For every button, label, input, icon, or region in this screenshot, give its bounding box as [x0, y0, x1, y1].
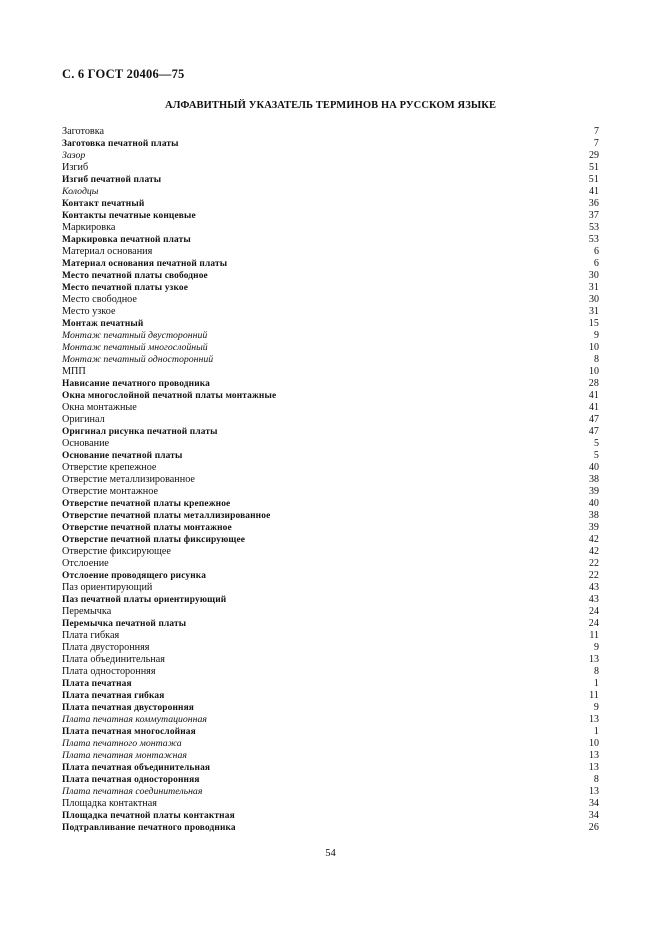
- index-entry: [62, 726, 599, 738]
- index-term: Окна многослойной печатной платы монтажные: [62, 391, 277, 401]
- index-term: Монтаж печатный двусторонний: [62, 330, 208, 341]
- index-page-ref: 41: [589, 186, 599, 197]
- index-term: Плата объединительная: [62, 654, 165, 665]
- index-entry: [62, 642, 599, 654]
- index-term: Плата печатная односторонняя: [62, 775, 200, 785]
- index-entry: [62, 198, 599, 210]
- index-page-ref: 9: [593, 702, 599, 713]
- index-entry: [62, 630, 599, 642]
- index-term: Плата печатная монтажная: [62, 750, 187, 761]
- index-term: Зазор: [62, 150, 86, 161]
- index-page-ref: 5: [593, 450, 599, 461]
- index-page-ref: 5: [594, 438, 599, 449]
- index-entry: [62, 210, 599, 222]
- index-page-ref: 6: [593, 258, 599, 269]
- index-entry: [62, 582, 599, 594]
- index-entry: [62, 654, 599, 666]
- index-term: Маркировка печатной платы: [62, 235, 191, 245]
- index-page-ref: 40: [589, 462, 599, 473]
- index-term: Паз ориентирующий: [62, 582, 153, 593]
- index-term: Плата печатная двусторонняя: [62, 703, 195, 713]
- index-page-ref: 41: [589, 402, 599, 413]
- index-entry: [62, 354, 599, 366]
- index-entry: [62, 486, 599, 498]
- index-page-ref: 42: [589, 546, 599, 557]
- index-page-ref: 42: [588, 534, 599, 545]
- term-index-list: [62, 126, 599, 834]
- index-entry: [62, 378, 599, 390]
- index-entry: [62, 330, 599, 342]
- index-entry: [62, 606, 599, 618]
- index-page-ref: 36: [588, 198, 599, 209]
- index-entry: [62, 822, 599, 834]
- index-page-ref: 39: [589, 486, 599, 497]
- index-page-ref: 41: [588, 390, 599, 401]
- index-entry: [62, 810, 599, 822]
- index-term: Место печатной платы свободное: [62, 271, 208, 281]
- index-entry: [62, 786, 599, 798]
- index-page-ref: 24: [588, 618, 599, 629]
- index-entry: [62, 342, 599, 354]
- index-title: АЛФАВИТНЫЙ УКАЗАТЕЛЬ ТЕРМИНОВ НА РУССКОМ ЯЗЫКЕ: [164, 100, 497, 111]
- index-term: Плата печатная многослойная: [62, 727, 196, 737]
- index-entry: [62, 126, 599, 138]
- index-entry: [62, 162, 599, 174]
- index-term: Отверстие печатной платы монтажное: [62, 523, 232, 533]
- index-term: Перемычка печатной платы: [62, 619, 187, 629]
- index-page-ref: 31: [588, 282, 599, 293]
- index-page-ref: 40: [588, 498, 599, 509]
- index-entry: [62, 222, 599, 234]
- index-page-ref: 7: [594, 126, 599, 137]
- index-page-ref: 1: [593, 726, 599, 737]
- index-page-ref: 34: [589, 798, 599, 809]
- index-page-ref: 10: [589, 366, 599, 377]
- index-page-ref: 22: [589, 558, 599, 569]
- index-page-ref: 26: [588, 822, 599, 833]
- index-term: Окна монтажные: [62, 402, 137, 413]
- index-term: Место свободное: [62, 294, 137, 305]
- index-entry: [62, 522, 599, 534]
- index-entry: [62, 774, 599, 786]
- index-term: Плата гибкая: [62, 630, 120, 641]
- index-term: Контакты печатные концевые: [62, 211, 196, 221]
- index-page-ref: 24: [589, 606, 599, 617]
- index-term: Плата односторонняя: [62, 666, 156, 677]
- index-page-ref: 1: [593, 678, 599, 689]
- index-entry: [62, 306, 599, 318]
- index-page-ref: 30: [589, 294, 599, 305]
- index-term: Основание: [62, 438, 110, 449]
- index-term: Монтаж печатный многослойный: [62, 342, 208, 353]
- index-entry: [62, 738, 599, 750]
- document-header: С. 6 ГОСТ 20406—75: [62, 67, 185, 81]
- index-term: Плата печатная коммутационная: [62, 714, 207, 725]
- index-term: Основание печатной платы: [62, 451, 183, 461]
- index-page-ref: 13: [589, 714, 599, 725]
- index-entry: [62, 462, 599, 474]
- index-term: Плата печатного монтажа: [62, 738, 182, 749]
- index-entry: [62, 498, 599, 510]
- index-entry: [62, 594, 599, 606]
- index-page-ref: 51: [589, 162, 599, 173]
- index-entry: [62, 150, 599, 162]
- index-page-ref: 38: [588, 510, 599, 521]
- index-page-ref: 11: [589, 630, 599, 641]
- index-page-ref: 43: [588, 594, 599, 605]
- index-term: Контакт печатный: [62, 199, 145, 209]
- index-entry: [62, 558, 599, 570]
- index-page-ref: 10: [589, 342, 599, 353]
- index-term: Отслоение: [62, 558, 109, 569]
- index-entry: [62, 246, 599, 258]
- index-entry: [62, 546, 599, 558]
- index-entry: [62, 714, 599, 726]
- index-term: Отверстие фиксирующее: [62, 546, 171, 557]
- index-term: Колодцы: [62, 186, 99, 197]
- index-entry: [62, 426, 599, 438]
- index-term: Плата печатная соединительная: [62, 786, 203, 797]
- index-page-ref: 13: [589, 786, 599, 797]
- index-entry: [62, 174, 599, 186]
- index-entry: [62, 534, 599, 546]
- index-entry: [62, 258, 599, 270]
- index-page-ref: 11: [589, 690, 599, 701]
- index-page-ref: 53: [588, 234, 599, 245]
- index-page-ref: 29: [589, 150, 599, 161]
- index-term: Отверстие печатной платы металлизированное: [62, 511, 271, 521]
- index-page-ref: 13: [589, 654, 599, 665]
- index-page-ref: 8: [594, 354, 599, 365]
- index-page-ref: 7: [593, 138, 599, 149]
- index-page-ref: 39: [588, 522, 599, 533]
- index-entry: [62, 450, 599, 462]
- index-page-ref: 31: [589, 306, 599, 317]
- index-page-ref: 13: [589, 750, 599, 761]
- index-term: Площадка печатной платы контактная: [62, 811, 235, 821]
- index-page-ref: 37: [588, 210, 599, 221]
- index-term: Заготовка: [62, 126, 105, 137]
- index-term: Отверстие печатной платы крепежное: [62, 499, 231, 509]
- index-entry: [62, 618, 599, 630]
- index-term: Маркировка: [62, 222, 116, 233]
- index-term: Изгиб печатной платы: [62, 175, 162, 185]
- index-page-ref: 47: [588, 426, 599, 437]
- index-term: Подтравливание печатного проводника: [62, 823, 236, 833]
- index-page-ref: 38: [589, 474, 599, 485]
- index-term: Плата печатная: [62, 679, 132, 689]
- index-term: Место печатной платы узкое: [62, 283, 189, 293]
- index-term: Монтаж печатный: [62, 319, 144, 329]
- index-term: Материал основания: [62, 246, 153, 257]
- index-entry: [62, 438, 599, 450]
- index-entry: [62, 570, 599, 582]
- index-term: Место узкое: [62, 306, 116, 317]
- index-page-ref: 53: [589, 222, 599, 233]
- index-page-ref: 51: [588, 174, 599, 185]
- index-entry: [62, 666, 599, 678]
- index-entry: [62, 186, 599, 198]
- index-term: Площадка контактная: [62, 798, 157, 809]
- index-entry: [62, 474, 599, 486]
- index-entry: [62, 390, 599, 402]
- index-term: Отверстие монтажное: [62, 486, 158, 497]
- index-term: Паз печатной платы ориентирующий: [62, 595, 227, 605]
- index-term: МПП: [62, 366, 86, 377]
- index-entry: [62, 366, 599, 378]
- index-term: Плата печатная гибкая: [62, 691, 165, 701]
- index-term: Плата печатная объединительная: [62, 763, 211, 773]
- index-term: Материал основания печатной платы: [62, 259, 228, 269]
- index-entry: [62, 234, 599, 246]
- index-page-ref: 34: [588, 810, 599, 821]
- index-page-ref: 8: [594, 666, 599, 677]
- index-entry: [62, 510, 599, 522]
- index-term: Изгиб: [62, 162, 89, 173]
- index-term: Отслоение проводящего рисунка: [62, 571, 207, 581]
- index-term: Плата двусторонняя: [62, 642, 150, 653]
- index-entry: [62, 798, 599, 810]
- page-number: 54: [325, 848, 336, 859]
- index-page-ref: 10: [589, 738, 599, 749]
- index-entry: [62, 138, 599, 150]
- index-page-ref: 28: [588, 378, 599, 389]
- index-term: Монтаж печатный односторонний: [62, 354, 214, 365]
- index-term: Перемычка: [62, 606, 112, 617]
- index-term: Отверстие крепежное: [62, 462, 157, 473]
- index-page-ref: 13: [588, 762, 599, 773]
- index-term: Оригинал рисунка печатной платы: [62, 427, 218, 437]
- index-term: Заготовка печатной платы: [62, 139, 179, 149]
- index-entry: [62, 294, 599, 306]
- index-page-ref: 30: [588, 270, 599, 281]
- index-page-ref: 6: [594, 246, 599, 257]
- index-entry: [62, 702, 599, 714]
- index-entry: [62, 282, 599, 294]
- index-entry: [62, 750, 599, 762]
- index-term: Нависание печатного проводника: [62, 379, 211, 389]
- index-entry: [62, 678, 599, 690]
- index-page-ref: 15: [588, 318, 599, 329]
- index-term: Отверстие печатной платы фиксирующее: [62, 535, 246, 545]
- index-term: Оригинал: [62, 414, 105, 425]
- index-entry: [62, 414, 599, 426]
- index-entry: [62, 402, 599, 414]
- index-entry: [62, 690, 599, 702]
- index-entry: [62, 318, 599, 330]
- index-page-ref: 8: [593, 774, 599, 785]
- index-page-ref: 43: [589, 582, 599, 593]
- index-page-ref: 47: [589, 414, 599, 425]
- index-entry: [62, 762, 599, 774]
- index-page-ref: 22: [588, 570, 599, 581]
- index-page-ref: 9: [594, 642, 599, 653]
- index-term: Отверстие металлизированное: [62, 474, 195, 485]
- index-page-ref: 9: [594, 330, 599, 341]
- index-entry: [62, 270, 599, 282]
